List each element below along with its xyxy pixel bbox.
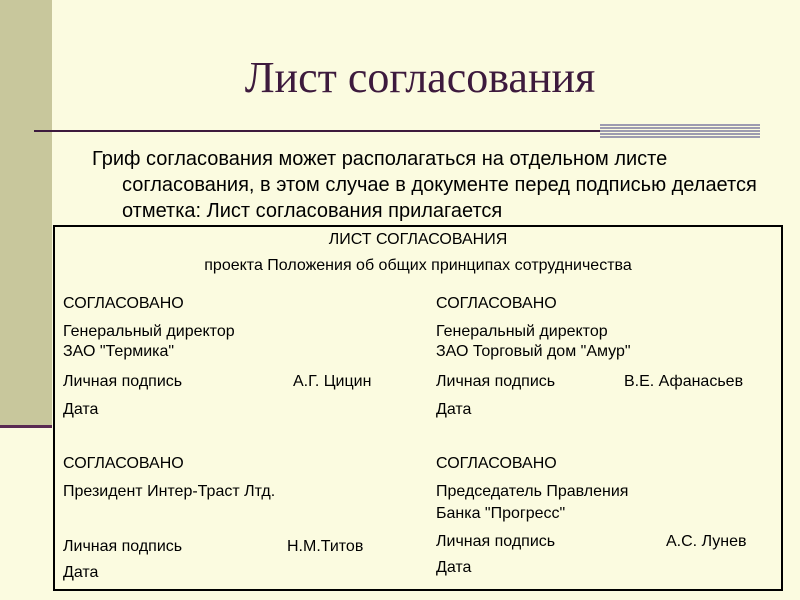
signer-name: В.Е. Афанасьев: [624, 373, 744, 390]
signer-organization: ЗАО Торговый дом "Амур": [436, 343, 631, 360]
signature-label: Личная подпись: [63, 373, 183, 390]
signer-name: Н.М.Титов: [287, 538, 364, 555]
signature-label: Личная подпись: [436, 533, 556, 550]
slide-title: Лист согласования: [244, 53, 596, 102]
sheet-subheading: проекта Положения об общих принципах сотрудничества: [204, 257, 632, 274]
date-label: Дата: [63, 401, 99, 418]
signer-position: Генеральный директор: [436, 323, 608, 340]
approved-label: СОГЛАСОВАНО: [63, 295, 184, 312]
approval-sheet: [53, 225, 783, 591]
approved-label: СОГЛАСОВАНО: [63, 455, 184, 472]
date-label: Дата: [436, 401, 472, 418]
approved-label: СОГЛАСОВАНО: [436, 295, 557, 312]
signer-position: Генеральный директор: [63, 323, 235, 340]
signer-organization: ЗАО "Термика": [63, 343, 175, 360]
signer-position: Председатель Правления: [436, 483, 629, 500]
signature-label: Личная подпись: [436, 373, 556, 390]
signature-label: Личная подпись: [63, 538, 183, 555]
date-label: Дата: [436, 559, 472, 576]
striped-decoration: [600, 124, 760, 138]
left-accent-line: [0, 425, 52, 428]
signer-name: А.Г. Цицин: [293, 373, 372, 390]
signer-name: А.С. Лунев: [666, 533, 747, 550]
intro-text: Гриф согласования может располагаться на отдельном листе согласования, в этом случае в документе перед подписью делается отметка: Лист согласования прилагается: [92, 148, 757, 222]
approved-label: СОГЛАСОВАНО: [436, 455, 557, 472]
signer-organization: Банка "Прогресс": [436, 505, 566, 522]
date-label: Дата: [63, 564, 99, 581]
sheet-heading: ЛИСТ СОГЛАСОВАНИЯ: [328, 231, 508, 248]
signer-position: Президент Интер-Траст Лтд.: [63, 483, 276, 500]
